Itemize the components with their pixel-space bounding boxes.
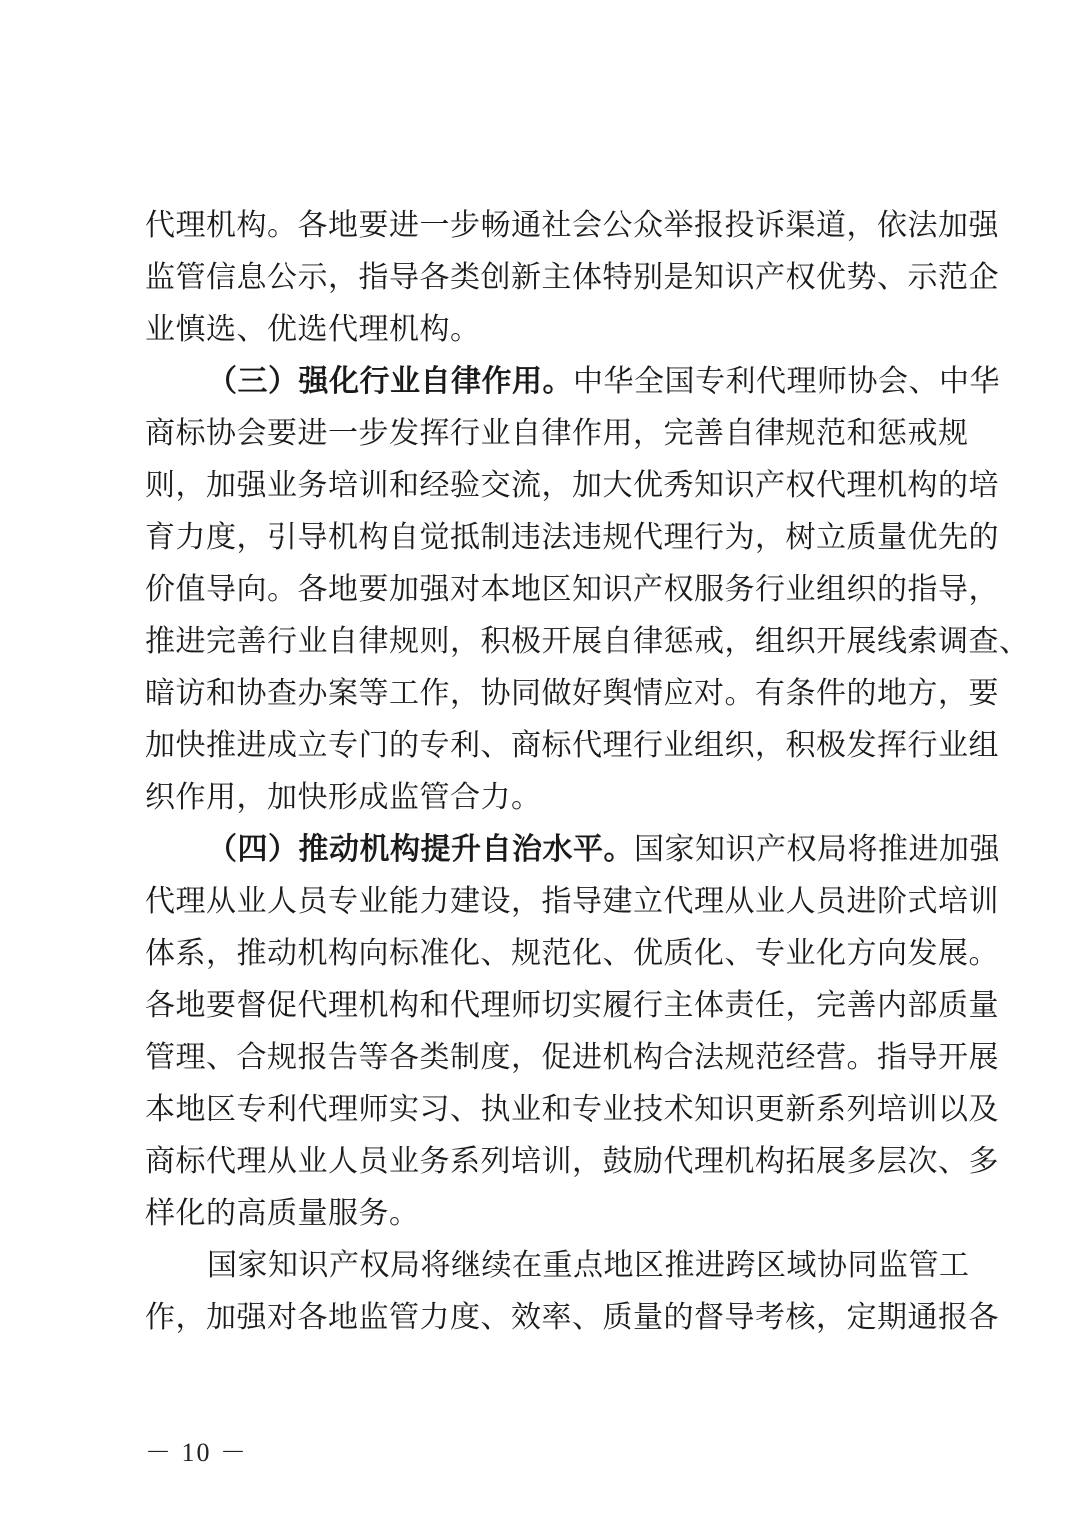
paragraph-1 <box>145 200 999 356</box>
text-line: 业慎选、优选代理机构。 <box>145 312 481 347</box>
document-body <box>145 200 1030 1344</box>
text-segment: 中华全国专利代理师协会、中华 <box>573 364 1000 399</box>
text-line <box>145 356 1000 408</box>
section-heading-3: （三）强化行业自律作用。 <box>207 364 573 399</box>
text-line: 样化的高质量服务。 <box>145 1196 420 1231</box>
text-line: 各地要督促代理机构和代理师切实履行主体责任，完善内部质量 <box>145 988 999 1023</box>
text-line: 代理从业人员专业能力建设，指导建立代理从业人员进阶式培训 <box>145 884 999 919</box>
text-line: 价值导向。各地要加强对本地区知识产权服务行业组织的指导， <box>145 572 999 607</box>
text-line: 则，加强业务培训和经验交流，加大优秀知识产权代理机构的培 <box>145 468 999 503</box>
text-line: 监管信息公示，指导各类创新主体特别是知识产权优势、示范企 <box>145 260 999 295</box>
page-number: － 10 － <box>145 1438 249 1467</box>
text-line: 本地区专利代理师实习、执业和专业技术知识更新系列培训以及 <box>145 1092 999 1127</box>
paragraph-4 <box>145 1240 999 1344</box>
text-line: 作，加强对各地监管力度、效率、质量的督导考核，定期通报各 <box>145 1300 999 1335</box>
text-segment: 国家知识产权局将推进加强 <box>634 832 1000 867</box>
text-line: 育力度，引导机构自觉抵制违法违规代理行为，树立质量优先的 <box>145 520 999 555</box>
paragraph-2 <box>145 356 1030 824</box>
text-line <box>145 824 1000 876</box>
text-line: 国家知识产权局将继续在重点地区推进跨区域协同监管工 <box>207 1248 970 1283</box>
text-line: 推进完善行业自律规则，积极开展自律惩戒，组织开展线索调查、 <box>145 624 1030 659</box>
text-line: 加快推进成立专门的专利、商标代理行业组织，积极发挥行业组 <box>145 728 999 763</box>
section-heading-4: （四）推动机构提升自治水平。 <box>207 832 634 867</box>
text-line: 体系，推动机构向标准化、规范化、优质化、专业化方向发展。 <box>145 936 999 971</box>
text-line: 商标代理从业人员业务系列培训，鼓励代理机构拓展多层次、多 <box>145 1144 999 1179</box>
text-line: 管理、合规报告等各类制度，促进机构合法规范经营。指导开展 <box>145 1040 999 1075</box>
text-line: 织作用，加快形成监管合力。 <box>145 780 542 815</box>
paragraph-3 <box>145 824 1000 1240</box>
text-line: 商标协会要进一步发挥行业自律作用，完善自律规范和惩戒规 <box>145 416 969 451</box>
text-line: 代理机构。各地要进一步畅通社会公众举报投诉渠道，依法加强 <box>145 208 999 243</box>
text-line: 暗访和协查办案等工作，协同做好舆情应对。有条件的地方，要 <box>145 676 999 711</box>
